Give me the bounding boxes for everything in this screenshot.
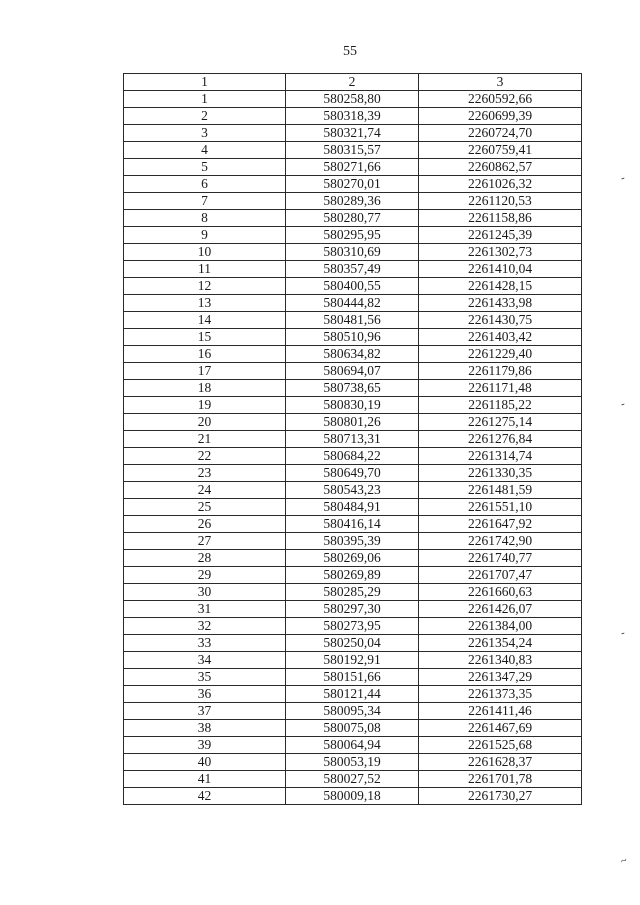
table-body	[124, 91, 582, 805]
cell-x: 580510,96	[286, 329, 419, 346]
cell-y: 2261330,35	[419, 465, 582, 482]
cell-y: 2261229,40	[419, 346, 582, 363]
cell-x: 580481,56	[286, 312, 419, 329]
table-row	[124, 448, 582, 465]
cell-number: 8	[124, 210, 286, 227]
cell-number: 20	[124, 414, 286, 431]
cell-x: 580064,94	[286, 737, 419, 754]
table-row	[124, 669, 582, 686]
cell-number: 14	[124, 312, 286, 329]
cell-x: 580269,06	[286, 550, 419, 567]
cell-number: 16	[124, 346, 286, 363]
cell-number: 30	[124, 584, 286, 601]
table-row	[124, 703, 582, 720]
cell-number: 5	[124, 159, 286, 176]
cell-number: 13	[124, 295, 286, 312]
cell-x: 580738,65	[286, 380, 419, 397]
cell-number: 35	[124, 669, 286, 686]
cell-y: 2261428,15	[419, 278, 582, 295]
cell-y: 2261410,04	[419, 261, 582, 278]
cell-number: 32	[124, 618, 286, 635]
table-row	[124, 499, 582, 516]
table-row	[124, 244, 582, 261]
cell-x: 580444,82	[286, 295, 419, 312]
cell-y: 2261481,59	[419, 482, 582, 499]
table-row	[124, 414, 582, 431]
cell-x: 580258,80	[286, 91, 419, 108]
cell-y: 2261245,39	[419, 227, 582, 244]
cell-x: 580095,34	[286, 703, 419, 720]
cell-x: 580289,36	[286, 193, 419, 210]
table-row	[124, 737, 582, 754]
cell-x: 580280,77	[286, 210, 419, 227]
cell-x: 580315,57	[286, 142, 419, 159]
table-row	[124, 91, 582, 108]
cell-y: 2261026,32	[419, 176, 582, 193]
table-row	[124, 176, 582, 193]
table-row	[124, 788, 582, 805]
table-row	[124, 312, 582, 329]
cell-y: 2260724,70	[419, 125, 582, 142]
cell-y: 2261354,24	[419, 635, 582, 652]
table-row	[124, 754, 582, 771]
column-header-x: 2	[286, 74, 419, 91]
cell-y: 2261628,37	[419, 754, 582, 771]
cell-y: 2261701,78	[419, 771, 582, 788]
cell-x: 580484,91	[286, 499, 419, 516]
cell-number: 27	[124, 533, 286, 550]
page-number: 55	[343, 44, 357, 59]
cell-y: 2260862,57	[419, 159, 582, 176]
cell-y: 2261185,22	[419, 397, 582, 414]
cell-x: 580192,91	[286, 652, 419, 669]
cell-y: 2261171,48	[419, 380, 582, 397]
cell-number: 38	[124, 720, 286, 737]
cell-number: 23	[124, 465, 286, 482]
cell-number: 11	[124, 261, 286, 278]
table-row	[124, 465, 582, 482]
cell-y: 2261742,90	[419, 533, 582, 550]
cell-number: 12	[124, 278, 286, 295]
table-row	[124, 584, 582, 601]
cell-number: 21	[124, 431, 286, 448]
cell-number: 15	[124, 329, 286, 346]
cell-y: 2261647,92	[419, 516, 582, 533]
cell-y: 2261411,46	[419, 703, 582, 720]
table-row	[124, 125, 582, 142]
cell-y: 2261347,29	[419, 669, 582, 686]
cell-x: 580075,08	[286, 720, 419, 737]
cell-x: 580634,82	[286, 346, 419, 363]
cell-x: 580151,66	[286, 669, 419, 686]
table-row	[124, 533, 582, 550]
cell-y: 2261467,69	[419, 720, 582, 737]
cell-number: 28	[124, 550, 286, 567]
cell-x: 580273,95	[286, 618, 419, 635]
table-row	[124, 601, 582, 618]
cell-x: 580027,52	[286, 771, 419, 788]
cell-y: 2261430,75	[419, 312, 582, 329]
table-row	[124, 108, 582, 125]
cell-x: 580270,01	[286, 176, 419, 193]
cell-y: 2261276,84	[419, 431, 582, 448]
cell-y: 2261373,35	[419, 686, 582, 703]
cell-number: 31	[124, 601, 286, 618]
table-row	[124, 142, 582, 159]
cell-x: 580684,22	[286, 448, 419, 465]
cell-x: 580713,31	[286, 431, 419, 448]
margin-mark: -	[619, 171, 627, 185]
cell-number: 37	[124, 703, 286, 720]
cell-y: 2261730,27	[419, 788, 582, 805]
cell-y: 2260592,66	[419, 91, 582, 108]
cell-number: 36	[124, 686, 286, 703]
cell-number: 29	[124, 567, 286, 584]
cell-y: 2261384,00	[419, 618, 582, 635]
table-row	[124, 567, 582, 584]
cell-x: 580830,19	[286, 397, 419, 414]
cell-number: 26	[124, 516, 286, 533]
cell-x: 580416,14	[286, 516, 419, 533]
coordinates-table	[123, 73, 582, 805]
cell-number: 7	[124, 193, 286, 210]
table-row	[124, 159, 582, 176]
cell-x: 580543,23	[286, 482, 419, 499]
cell-number: 41	[124, 771, 286, 788]
cell-number: 4	[124, 142, 286, 159]
cell-x: 580649,70	[286, 465, 419, 482]
cell-x: 580310,69	[286, 244, 419, 261]
table-row	[124, 278, 582, 295]
cell-number: 22	[124, 448, 286, 465]
cell-y: 2261551,10	[419, 499, 582, 516]
cell-x: 580318,39	[286, 108, 419, 125]
cell-number: 39	[124, 737, 286, 754]
table-row	[124, 329, 582, 346]
cell-y: 2261740,77	[419, 550, 582, 567]
table-row	[124, 771, 582, 788]
table-row	[124, 295, 582, 312]
margin-mark: -	[619, 397, 627, 411]
table-row	[124, 380, 582, 397]
cell-y: 2261660,63	[419, 584, 582, 601]
cell-x: 580269,89	[286, 567, 419, 584]
cell-number: 19	[124, 397, 286, 414]
table-row	[124, 397, 582, 414]
cell-y: 2261302,73	[419, 244, 582, 261]
table-row	[124, 618, 582, 635]
cell-x: 580250,04	[286, 635, 419, 652]
cell-x: 580053,19	[286, 754, 419, 771]
table-header-row	[124, 74, 582, 91]
cell-x: 580295,95	[286, 227, 419, 244]
cell-number: 10	[124, 244, 286, 261]
cell-y: 2261314,74	[419, 448, 582, 465]
column-header-y: 3	[419, 74, 582, 91]
cell-x: 580321,74	[286, 125, 419, 142]
cell-number: 1	[124, 91, 286, 108]
margin-mark: -	[619, 626, 627, 640]
table-row	[124, 363, 582, 380]
cell-number: 6	[124, 176, 286, 193]
cell-y: 2261179,86	[419, 363, 582, 380]
table-row	[124, 686, 582, 703]
table-row	[124, 431, 582, 448]
cell-number: 42	[124, 788, 286, 805]
cell-y: 2261707,47	[419, 567, 582, 584]
cell-number: 25	[124, 499, 286, 516]
table-row	[124, 227, 582, 244]
cell-y: 2261426,07	[419, 601, 582, 618]
cell-number: 2	[124, 108, 286, 125]
cell-x: 580400,55	[286, 278, 419, 295]
cell-y: 2261525,68	[419, 737, 582, 754]
cell-y: 2261433,98	[419, 295, 582, 312]
margin-mark: ~	[619, 854, 629, 868]
cell-x: 580285,29	[286, 584, 419, 601]
cell-x: 580009,18	[286, 788, 419, 805]
table-row	[124, 516, 582, 533]
cell-x: 580271,66	[286, 159, 419, 176]
table-row	[124, 635, 582, 652]
cell-y: 2261120,53	[419, 193, 582, 210]
cell-y: 2261340,83	[419, 652, 582, 669]
cell-x: 580801,26	[286, 414, 419, 431]
cell-number: 18	[124, 380, 286, 397]
cell-number: 24	[124, 482, 286, 499]
table-row	[124, 482, 582, 499]
cell-number: 17	[124, 363, 286, 380]
table-row	[124, 210, 582, 227]
cell-x: 580121,44	[286, 686, 419, 703]
cell-x: 580297,30	[286, 601, 419, 618]
cell-x: 580357,49	[286, 261, 419, 278]
cell-y: 2260759,41	[419, 142, 582, 159]
cell-y: 2261403,42	[419, 329, 582, 346]
cell-y: 2261158,86	[419, 210, 582, 227]
table-row	[124, 193, 582, 210]
cell-x: 580694,07	[286, 363, 419, 380]
table-row	[124, 652, 582, 669]
cell-y: 2261275,14	[419, 414, 582, 431]
table-row	[124, 261, 582, 278]
cell-number: 3	[124, 125, 286, 142]
cell-number: 34	[124, 652, 286, 669]
table-row	[124, 346, 582, 363]
cell-number: 9	[124, 227, 286, 244]
column-header-number: 1	[124, 74, 286, 91]
table-row	[124, 550, 582, 567]
table-row	[124, 720, 582, 737]
cell-number: 33	[124, 635, 286, 652]
cell-number: 40	[124, 754, 286, 771]
cell-x: 580395,39	[286, 533, 419, 550]
cell-y: 2260699,39	[419, 108, 582, 125]
